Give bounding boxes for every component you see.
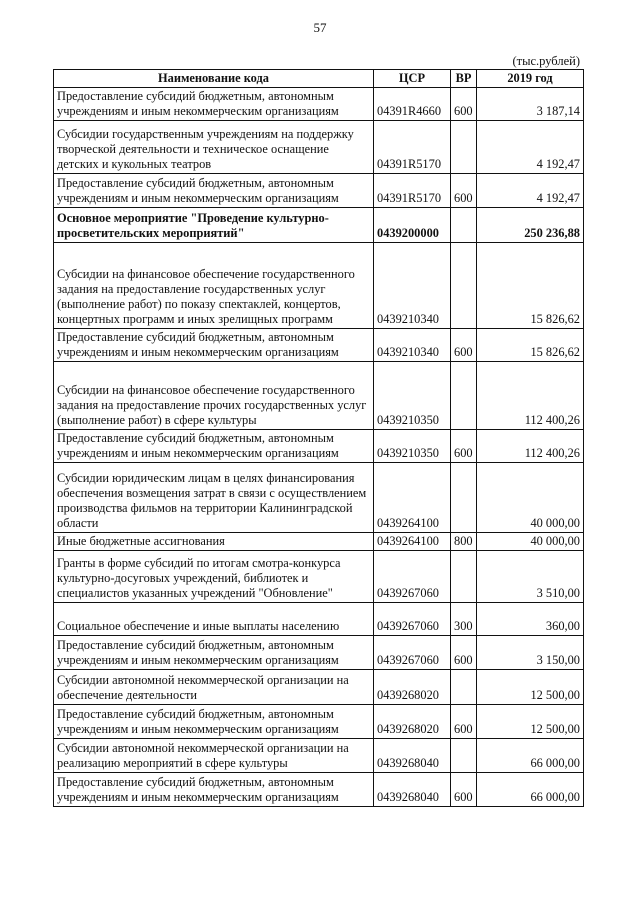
row-vr: 600 [451, 329, 477, 362]
row-name: Субсидии автономной некоммерческой организации на обеспечение деятельности [54, 670, 374, 705]
row-csr: 0439268040 [374, 773, 451, 807]
row-sum: 40 000,00 [477, 533, 584, 551]
row-name: Предоставление субсидий бюджетным, автономным учреждениям и иным некоммерческим организациям [54, 636, 374, 670]
table-row [54, 208, 584, 243]
row-vr: 600 [451, 705, 477, 739]
row-csr: 0439267060 [374, 636, 451, 670]
row-name: Субсидии на финансовое обеспечение государственного задания на предоставление государственных услуг (выполнение работ) по показу спектаклей, концертов, концертных программ и иных зрелищных программ [54, 243, 374, 329]
row-name: Социальное обеспечение и иные выплаты населению [54, 603, 374, 636]
row-sum: 112 400,26 [477, 362, 584, 430]
row-vr [451, 243, 477, 329]
row-sum: 15 826,62 [477, 329, 584, 362]
row-csr: 0439268020 [374, 705, 451, 739]
row-vr: 600 [451, 773, 477, 807]
table-row [54, 773, 584, 807]
row-name: Субсидии на финансовое обеспечение государственного задания на предоставление прочих государственных услуг (выполнение работ) в сфере культуры [54, 362, 374, 430]
header-vr: ВР [451, 70, 477, 88]
row-name: Основное мероприятие "Проведение культурно-просветительских мероприятий" [54, 208, 374, 243]
table-row [54, 174, 584, 208]
budget-table [53, 69, 584, 807]
row-name: Предоставление субсидий бюджетным, автономным учреждениям и иным некоммерческим организациям [54, 773, 374, 807]
table-row [54, 463, 584, 533]
row-csr: 0439200000 [374, 208, 451, 243]
row-csr: 0439210340 [374, 243, 451, 329]
page-number: 57 [313, 20, 327, 35]
table-row [54, 121, 584, 174]
row-vr: 600 [451, 174, 477, 208]
table-row [54, 551, 584, 603]
table-row [54, 636, 584, 670]
row-vr: 300 [451, 603, 477, 636]
row-sum: 250 236,88 [477, 208, 584, 243]
row-sum: 12 500,00 [477, 705, 584, 739]
table-row [54, 430, 584, 463]
row-vr: 600 [451, 430, 477, 463]
row-vr [451, 551, 477, 603]
header-name: Наименование кода [54, 70, 374, 88]
row-csr: 04391R5170 [374, 121, 451, 174]
row-csr: 0439264100 [374, 533, 451, 551]
table-row [54, 603, 584, 636]
row-vr [451, 362, 477, 430]
row-sum: 15 826,62 [477, 243, 584, 329]
table-row [54, 670, 584, 705]
table-body [54, 88, 584, 807]
row-sum: 12 500,00 [477, 670, 584, 705]
row-name: Предоставление субсидий бюджетным, автономным учреждениям и иным некоммерческим организациям [54, 705, 374, 739]
row-csr: 04391R5170 [374, 174, 451, 208]
row-sum: 360,00 [477, 603, 584, 636]
row-name: Субсидии автономной некоммерческой организации на реализацию мероприятий в сфере культуры [54, 739, 374, 773]
table-row [54, 533, 584, 551]
row-csr: 0439210340 [374, 329, 451, 362]
header-year: 2019 год [477, 70, 584, 88]
row-sum: 4 192,47 [477, 121, 584, 174]
row-sum: 66 000,00 [477, 773, 584, 807]
row-csr: 0439267060 [374, 551, 451, 603]
row-sum: 40 000,00 [477, 463, 584, 533]
row-vr [451, 670, 477, 705]
row-name: Субсидии государственным учреждениям на поддержку творческой деятельности и техническое оснащение детских и кукольных театров [54, 121, 374, 174]
row-name: Предоставление субсидий бюджетным, автономным учреждениям и иным некоммерческим организациям [54, 329, 374, 362]
table-row [54, 243, 584, 329]
row-csr: 0439268040 [374, 739, 451, 773]
row-name: Субсидии юридическим лицам в целях финансирования обеспечения возмещения затрат в связи с осуществлением производства фильмов на территории Калининградской области [54, 463, 374, 533]
row-vr [451, 208, 477, 243]
row-csr: 0439267060 [374, 603, 451, 636]
row-csr: 0439210350 [374, 430, 451, 463]
row-vr: 600 [451, 636, 477, 670]
row-sum: 4 192,47 [477, 174, 584, 208]
units-label: (тыс.рублей) [512, 54, 580, 68]
row-sum: 3 510,00 [477, 551, 584, 603]
row-name: Предоставление субсидий бюджетным, автономным учреждениям и иным некоммерческим организациям [54, 430, 374, 463]
row-sum: 3 150,00 [477, 636, 584, 670]
row-name: Иные бюджетные ассигнования [54, 533, 374, 551]
row-csr: 0439210350 [374, 362, 451, 430]
table-row [54, 329, 584, 362]
table-row [54, 739, 584, 773]
row-csr: 0439268020 [374, 670, 451, 705]
table-row [54, 88, 584, 121]
row-vr [451, 121, 477, 174]
row-name: Предоставление субсидий бюджетным, автономным учреждениям и иным некоммерческим организациям [54, 88, 374, 121]
table-header-row [54, 70, 584, 88]
row-csr: 0439264100 [374, 463, 451, 533]
row-name: Предоставление субсидий бюджетным, автономным учреждениям и иным некоммерческим организациям [54, 174, 374, 208]
row-sum: 3 187,14 [477, 88, 584, 121]
row-sum: 66 000,00 [477, 739, 584, 773]
row-sum: 112 400,26 [477, 430, 584, 463]
row-name: Гранты в форме субсидий по итогам смотра-конкурса культурно-досуговых учреждений, библиотек и специалистов указанных учреждений "Обновление" [54, 551, 374, 603]
table-row [54, 705, 584, 739]
row-vr [451, 739, 477, 773]
row-vr: 600 [451, 88, 477, 121]
row-csr: 04391R4660 [374, 88, 451, 121]
table-row [54, 362, 584, 430]
row-vr [451, 463, 477, 533]
row-vr: 800 [451, 533, 477, 551]
header-csr: ЦСР [374, 70, 451, 88]
